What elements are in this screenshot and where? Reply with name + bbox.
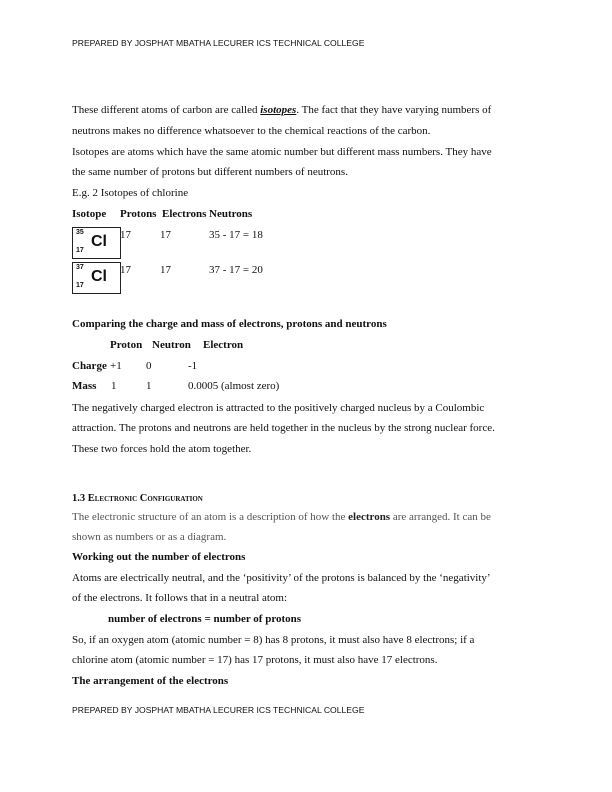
chlorine-37-symbol [72, 262, 121, 294]
col-header: Proton [110, 339, 143, 351]
col-header: Isotope [72, 208, 107, 220]
text-line: The negatively charged electron is attracted to the positively charged nucleus by a Coulombic [72, 402, 485, 414]
col-header: Neutrons [209, 208, 253, 220]
cell: 1 [111, 380, 117, 392]
text: . The fact that they have varying numbers of [296, 104, 492, 116]
text-line: Atoms are electrically neutral, and the ‘positivity’ of the protons is balanced by the ‘negativity’ [72, 572, 491, 584]
subheading: The arrangement of the electrons [72, 675, 229, 687]
cell: 0 [146, 360, 152, 372]
row-label: Mass [72, 380, 97, 392]
cell: 1 [146, 380, 152, 392]
example-label: E.g. 2 Isotopes of chlorine [72, 187, 189, 199]
protons: 17 [120, 229, 131, 241]
section-name: Electronic Configuration [87, 493, 203, 504]
mass-number: 35 [76, 229, 84, 236]
section-title [72, 492, 203, 506]
bold-term: electrons [348, 511, 391, 523]
text-line: So, if an oxygen atom (atomic number = 8) has 8 protons, it must also have 8 electrons; if a [72, 634, 475, 646]
text-line: These two forces hold the atom together. [72, 443, 252, 455]
text: These different atoms of carbon are called [72, 104, 261, 116]
cell: -1 [188, 360, 198, 372]
text: The electronic structure of an atom is a description of how the [72, 511, 349, 523]
cell: 0.0005 (almost zero) [188, 380, 280, 392]
atomic-number: 17 [76, 247, 84, 254]
row-label: Charge [72, 360, 107, 372]
chlorine-35-symbol [72, 227, 121, 259]
section-number: 1.3 [72, 493, 88, 504]
element-symbol: Cl [91, 233, 107, 250]
atomic-number: 17 [76, 282, 84, 289]
neutrons: 37 - 17 = 20 [209, 264, 263, 276]
col-header: Electron [203, 339, 244, 351]
col-header: Protons [120, 208, 157, 220]
section-heading: Comparing the charge and mass of electrons, protons and neutrons [72, 318, 387, 330]
text-line: of the electrons. It follows that in a neutral atom: [72, 592, 288, 604]
paragraph [72, 510, 491, 524]
electrons: 17 [160, 229, 171, 241]
col-header: Neutron [152, 339, 191, 351]
mass-number: 37 [76, 264, 84, 271]
term-isotopes: isotopes [260, 104, 297, 116]
page-header: PREPARED BY JOSPHAT MBATHA LECURER ICS TECHNICAL COLLEGE [72, 38, 365, 48]
electrons: 17 [160, 264, 171, 276]
text-line: Isotopes are atoms which have the same atomic number but different mass numbers. They have [72, 146, 492, 158]
subheading: Working out the number of electrons [72, 551, 246, 563]
text-line: shown as numbers or as a diagram. [72, 531, 227, 543]
text: are arranged. It can be [390, 511, 491, 523]
text-line: chlorine atom (atomic number = 17) has 17 protons, it must also have 17 electrons. [72, 654, 438, 666]
paragraph [72, 103, 491, 117]
text-line: attraction. The protons and neutrons are held together in the nucleus by the strong nuclear force. [72, 422, 495, 434]
col-header: Electrons [162, 208, 207, 220]
cell: +1 [110, 360, 122, 372]
element-symbol: Cl [91, 268, 107, 285]
page-footer: PREPARED BY JOSPHAT MBATHA LECURER ICS TECHNICAL COLLEGE [72, 705, 365, 715]
text-line: neutrons makes no difference whatsoever to the chemical reactions of the carbon. [72, 125, 431, 137]
text-line: the same number of protons but different numbers of neutrons. [72, 166, 348, 178]
neutrons: 35 - 17 = 18 [209, 229, 263, 241]
rule-statement: number of electrons = number of protons [108, 613, 302, 625]
protons: 17 [120, 264, 131, 276]
